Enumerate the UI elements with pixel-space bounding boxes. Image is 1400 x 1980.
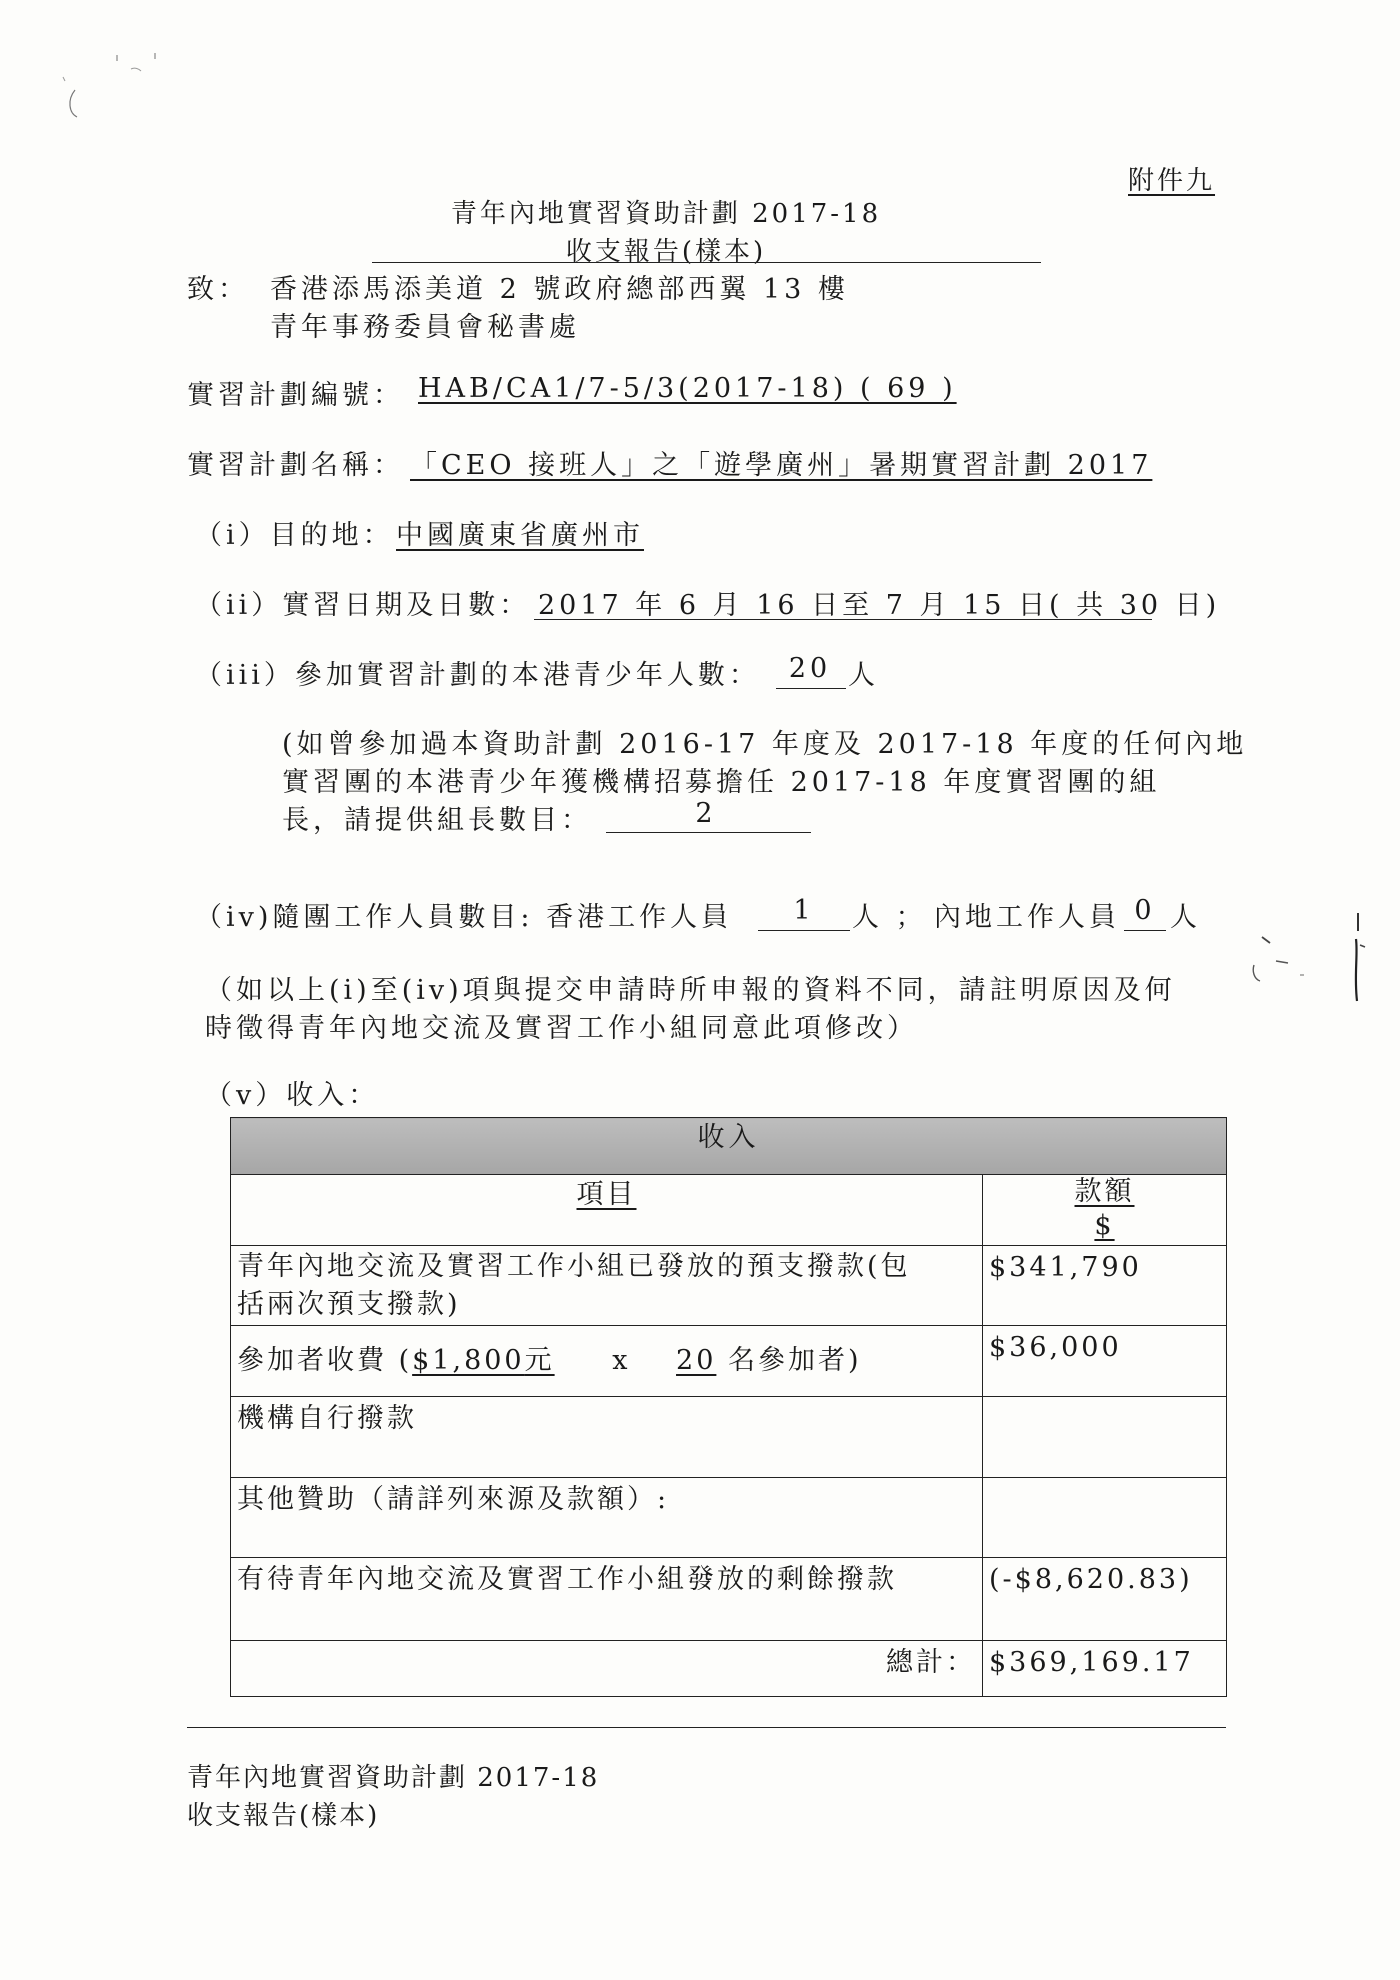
plan-number-label: 實習計劃編號： [187,380,404,411]
document-title: 青年內地實習資助計劃 2017-18 [450,199,882,229]
destination-value: 中國廣東省廣州市 [396,520,644,551]
participants-label: （iii）參加實習計劃的本港青少年人數： [195,660,760,691]
income-amount-other-sponsorship [983,1478,1227,1558]
table-row [231,1246,1227,1326]
leader-note-line1: (如曾參加過本資助計劃 2016-17 年度及 2017-18 年度的任何內地 [282,729,1248,760]
footer-divider [187,1727,1226,1728]
participants-unit: 人 [848,660,879,691]
staff-label: （iv)隨團工作人員數目: 香港工作人員 [195,902,733,933]
income-table-column-row [231,1175,1227,1246]
document-subtitle: 收支報告(樣本) [565,237,767,267]
participants-underline [776,688,846,689]
dates-underline [534,619,1152,620]
to-label: 致： [187,274,249,305]
table-row [231,1397,1227,1478]
scan-mark-right-edge [1240,905,1380,1015]
title-underline [372,262,1041,263]
leader-note-line3: 長，請提供組長數目： [282,805,592,836]
column-header-amount: 款額 $ [983,1175,1227,1246]
hk-staff-underline [758,930,850,931]
annex-label: 附件九 [1128,166,1216,196]
income-total-amount: $369,169.17 [983,1641,1227,1697]
income-item-advance: 青年內地交流及實習工作小組已發放的預支撥款(包 括兩次預支撥款) [231,1246,983,1326]
plan-number-value: HAB/CA1/7-5/3(2017-18) ( 69 ) [418,373,957,404]
destination-label: （i）目的地： [195,520,394,551]
remark-line2: 時徵得青年內地交流及實習工作小組同意此項修改） [205,1013,918,1044]
income-item-participant-fee: 參加者收費 ($1,800元 x 20 名參加者) [231,1326,983,1397]
scan-mark-top-left [55,45,165,125]
participants-count: 20 [788,653,832,684]
column-header-item: 項目 [231,1175,983,1246]
income-total-row [231,1641,1227,1697]
income-item-other-sponsorship: 其他贊助（請詳列來源及款額）: [231,1478,983,1558]
income-amount-participant-fee: $36,000 [983,1326,1227,1397]
hk-staff-count: 1 [793,895,815,926]
income-amount-advance: $341,790 [983,1246,1227,1326]
income-item-remaining-grant: 有待青年內地交流及實習工作小組發放的剩餘撥款 [231,1558,983,1641]
dates-label: （ii）實習日期及日數： [195,590,531,621]
income-label: （v）收入： [205,1080,380,1111]
leader-note-line2: 實習團的本港青少年獲機構招募擔任 2017-18 年度實習團的組 [282,767,1161,798]
income-amount-remaining-grant: (-$8,620.83) [983,1558,1227,1641]
to-address-line1: 香港添馬添美道 2 號政府總部西翼 13 樓 [270,274,849,305]
leader-count-underline [606,832,811,833]
table-row [231,1558,1227,1641]
to-address-line2: 青年事務委員會秘書處 [270,312,580,343]
footer-title: 青年內地實習資助計劃 2017-18 [187,1763,600,1793]
mainland-staff-count: 0 [1134,895,1156,926]
table-row [231,1326,1227,1397]
leader-count: 2 [695,798,717,829]
income-table [230,1117,1227,1697]
remark-line1: （如以上(i)至(iv)項與提交申請時所申報的資料不同，請註明原因及何 [205,975,1176,1006]
plan-name-label: 實習計劃名稱： [187,450,404,481]
income-table-header: 收入 [231,1118,1227,1175]
income-amount-own-funding [983,1397,1227,1478]
income-item-own-funding: 機構自行撥款 [231,1397,983,1478]
mainland-staff-underline [1124,930,1166,931]
hk-staff-unit: 人 ； [852,902,927,933]
footer-subtitle: 收支報告(樣本) [187,1801,380,1831]
plan-name-value: 「CEO 接班人」之「遊學廣州」暑期實習計劃 2017 [410,450,1153,481]
table-row [231,1478,1227,1558]
income-total-label: 總計： [231,1641,983,1697]
mainland-staff-unit: 人 [1170,902,1201,933]
income-table-header-row [231,1118,1227,1175]
dates-value: 2017 年 6 月 16 日至 7 月 15 日( 共 30 日) [538,590,1221,621]
mainland-staff-label: 內地工作人員 [934,902,1120,933]
